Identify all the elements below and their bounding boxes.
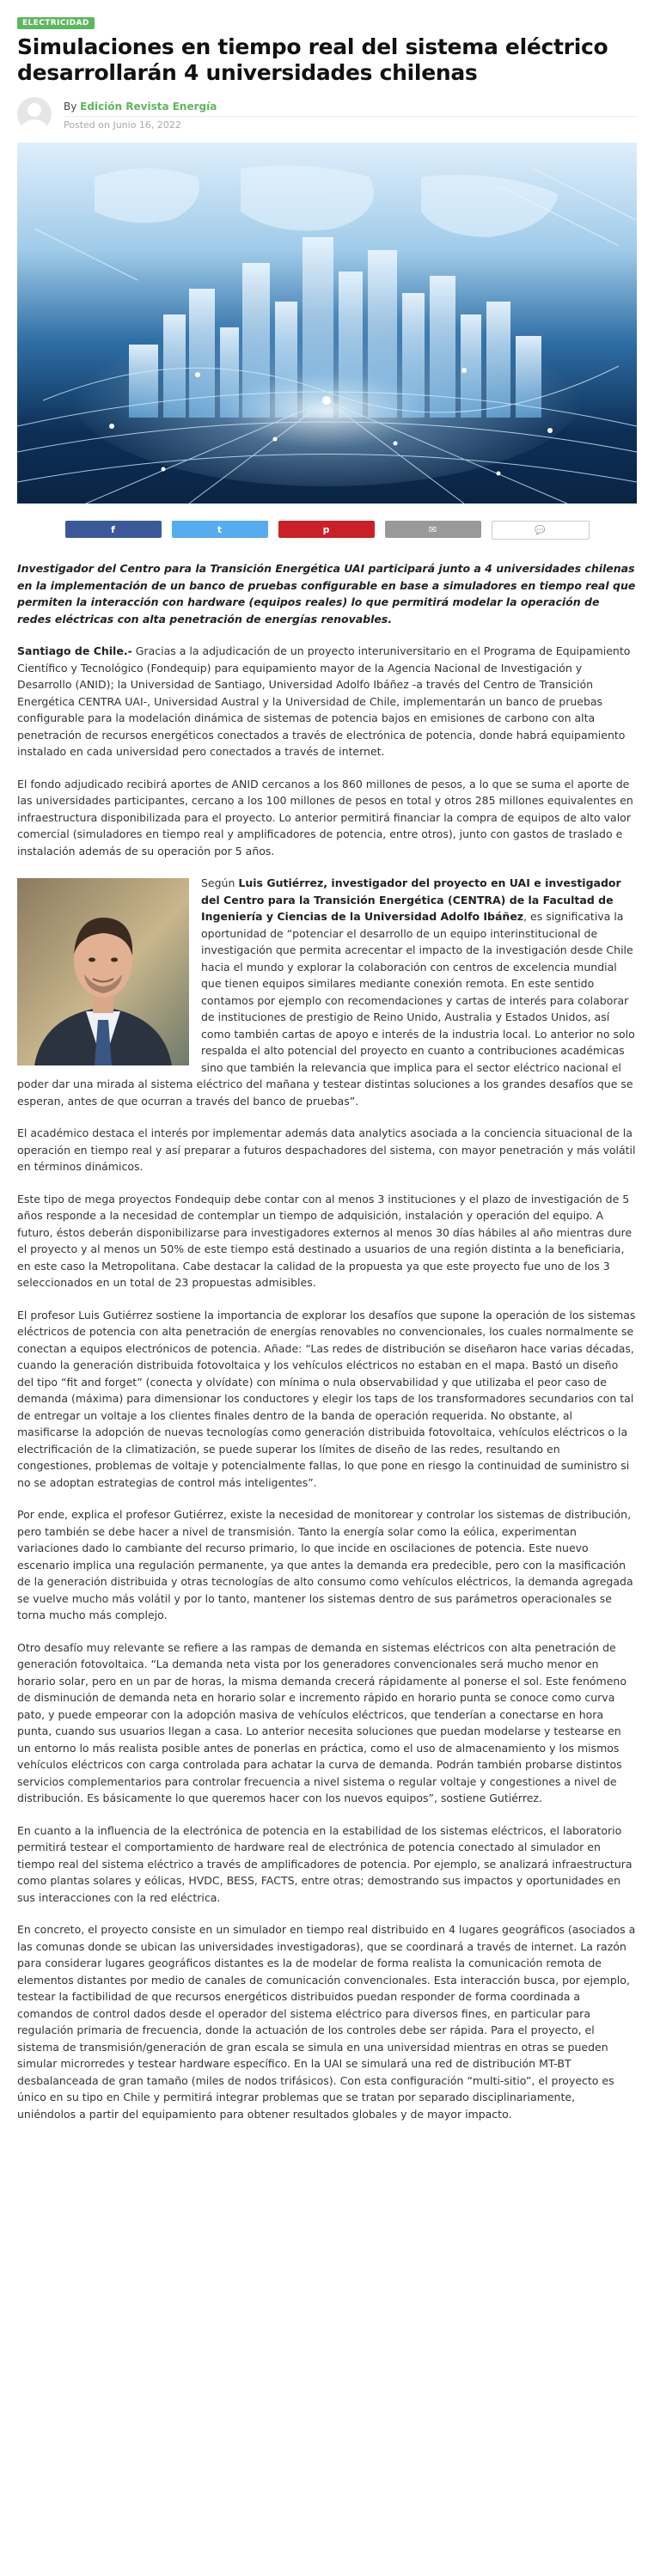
article	[17, 0, 637, 2122]
email-icon: ✉	[428, 523, 437, 535]
article-title: Simulaciones en tiempo real del sistema eléctrico desarrollarán 4 universidades chilenas	[17, 34, 608, 85]
paragraph-2: El fondo adjudicado recibirá aportes de ANID cercanos a los 860 millones de pesos, a lo que se suma el aporte de las universidades participantes, cercano a los 100 millones de pesos en total y otros 285 millones equivalentes en infraestructura disponibilizada para el proyecto. Lo anterior permitirá financiar la compra de equipos de alto valor comercial (simuladores en tiempo real y amplificadores de potencia, entre otros), junto con gastos de traslado e instalación además de su operación por 5 años.	[17, 777, 633, 858]
paragraph-8: Otro desafío muy relevante se refiere a las rampas de demanda en sistemas eléctricos con alta penetración de generación fotovoltaica. “La demanda neta vista por los generadores convencionales será mucho menor en horario solar, pero en un par de horas, la misma demanda crecerá rápidamente al ponerse el sol. Este fenómeno de disminución de demanda neta en horario solar e incremento rápido en horario punta se conoce como curva pato, y puede empeorar con la adopción masiva de vehículos eléctricos, que tenderían a conectarse en hora punta, cuando sus usuarios llegan a casa. Lo anterior necesita soluciones que puedan modelarse y testearse en un entorno lo más realista posible antes de ponerlas en práctica, como el uso de almacenamiento y los mismos vehículos eléctricos con carga controlada para achatar la curva de demanda. Podrán también probarse distintos servicios complementarios para controlar frecuencia a nivel sistema o regular voltaje y congestiones a nivel de distribución. Es básicamente lo que queremos hacer con los nuevos equipos”, sostiene Gutiérrez.	[17, 1640, 626, 1804]
paragraph-1	[17, 643, 637, 760]
facebook-icon: f	[111, 523, 115, 535]
comment-icon: 💬	[535, 525, 546, 535]
smart-city-network-illustration	[17, 143, 637, 504]
comment-button[interactable]	[492, 521, 590, 540]
share-bar	[17, 521, 637, 540]
category-badge[interactable]: ELECTRICIDAD	[17, 17, 95, 29]
paragraph-3-text: , es significativa la oportunidad de “potenciar el desarrollo de un equipo interinstitucional de investigación que permita acrecentar el impacto de la investigación desde Chile hacia el mundo y explorar la colaboración con centros de excelencia mundial que tienen equipos similares mediante conexión remota. En este sentido contamos por ejemplo con recomendaciones y cartas de interés para colaborar de instituciones de prestigio de Reino Unido, Australia y Estados Unidos, así como también cartas de apoyo e interés de la industria local. Lo anterior no solo respalda el alto potencial del proyecto en cuanto a contribuciones académicas sino que también la relevancia que implica para el sector eléctrico nacional el poder dar una mirada al sistema eléctrico del mañana y testear distintas soluciones a los grandes desafíos que se esperan, antes de que ocurran a través del banco de pruebas”.	[17, 910, 635, 1108]
portrait-photo	[17, 878, 189, 1065]
hero-image	[17, 143, 637, 504]
lead-paragraph: Investigador del Centro para la Transición Energética UAI participará junto a 4 universidades chilenas en la implementación de un banco de pruebas configurable en base a simuladores en tiempo real que permiten la interacción con hardware (equipos reales) lo que permitirá modelar la operación de redes eléctricas con alta penetración de energías renovables.	[17, 562, 636, 626]
researcher-portrait	[17, 878, 189, 1065]
paragraph-5: Este tipo de mega proyectos Fondequip debe contar con al menos 3 instituciones y el plazo de investigación de 5 años responde a la necesidad de contemplar un tiempo de adquisición, instalación y operación del equipo. A futuro, éstos deberán disponibilizarse para investigadores externos al menos 30 días hábiles al año mientras dure el proyecto y al menos un 50% de este tiempo está destinado a usuarios de una región distinta a la beneficiaria, en este caso la Metropolitana. Cabe destacar la calidad de la propuesta ya que este proyecto fue uno de los 3 seleccionados en un total de 23 propuestas admisibles.	[17, 1192, 633, 1289]
author-link[interactable]: Edición Revista Energía	[80, 100, 217, 113]
paragraph-9: En cuanto a la influencia de la electrónica de potencia en la estabilidad de los sistemas eléctricos, el laboratorio permitirá testear el comportamiento de hardware real de electrónica de potencia conectado al simulador en tiempo real del sistema eléctrico a través de amplificadores de potencia. Por ejemplo, se analizará infraestructura como plantas solares y eólicas, HVDC, BESS, FACTS, entre otras; demostrando sus impactos y oportunidades en sus interacciones con la red eléctrica.	[17, 1823, 633, 1904]
byline	[17, 95, 637, 134]
twitter-share-button[interactable]	[172, 521, 268, 538]
paragraph-4: El académico destaca el interés por implementar además data analytics asociada a la conciencia situacional de la operación en tiempo real y así preparar a futuros despachadores del sistema, con mayor penetración y más volátil en términos dinámicos.	[17, 1126, 636, 1173]
email-share-button[interactable]	[385, 521, 481, 538]
twitter-icon: t	[217, 523, 223, 535]
paragraph-6: El profesor Luis Gutiérrez sostiene la importancia de explorar los desafíos que supone la operación de los sistemas eléctricos de potencia con alta penetración de energías renovables no convencionales, los cuales normalmente se conectan a equipos electrónicos de potencia. Añade: “Las redes de distribución se diseñaron hace varias décadas, cuando la generación distribuida fotovoltaica y los vehículos eléctricos no estaban en el mapa. Bastó un diseño del tipo “fit and forget” (conecta y olvídate) con mínima o nula observabilidad y que utilizaba el peor caso de demanda (máxima) para dimensionar los conductores y elegir los taps de los transformadores secundarios con tal de entregar un voltaje a los clientes finales dentro de la banda de operación requerida. No obstante, al masificarse la adopción de nuevas tecnologías como generación distribuida fotovoltaica, vehículos eléctricos o la electrificación de la climatización, se puede superar los límites de diseño de las redes, resultando en congestiones, problemas de voltaje y potencialmente fallas, lo que pone en riesgo la continuidad de suministro si no se adoptan estrategias de control más inteligentes”.	[17, 1308, 636, 1489]
pinterest-icon: p	[322, 523, 330, 535]
avatar	[17, 97, 52, 131]
facebook-share-button[interactable]	[65, 521, 162, 538]
byline-prefix: By	[64, 100, 77, 113]
paragraph-7: Por ende, explica el profesor Gutiérrez, existe la necesidad de monitorear y controlar los sistemas de distribución, pero también se debe hacer a nivel de transmisión. Tanto la energía solar como la eólica, experimentan variaciones dado lo cambiante del recurso primario, lo que incide en oscilaciones de potencia. Este nuevo escenario implica una regulación permanente, ya que antes la demanda era predecible, pero con la masificación de la generación distribuida y otras tecnologías de alto consumo como vehículos eléctricos, la demanda agregada se vuelve mucho más volátil y por lo tanto, mantener los sistemas dentro de sus parámetros operacionales se torna mucho más complejo.	[17, 1508, 633, 1621]
pinterest-share-button[interactable]	[278, 521, 375, 538]
post-date: Posted on Junio 16, 2022	[64, 116, 637, 131]
dateline: Santiago de Chile.-	[17, 644, 132, 657]
paragraph-3-intro: Según	[201, 876, 239, 889]
researcher-name: Luis Gutiérrez, investigador del proyecto en UAI e investigador del Centro para la Transición Energética (CENTRA) de la Facultad de Ingeniería y Ciencias de la Universidad Adolfo Ibáñez	[201, 876, 621, 923]
paragraph-1-text: Gracias a la adjudicación de un proyecto interuniversitario en el Programa de Equipamiento Científico y Tecnológico (Fondequip) para equipamiento mayor de la Agencia Nacional de Investigación y Desarrollo (ANID); la Universidad de Santiago, Universidad Adolfo Ibáñez -a través del Centro de Transición Energética CENTRA UAI-, Universidad Austral y la Universidad de Chile, implementarán un banco de pruebas configurable para la modelación dinámica de sistemas de potencia bajos en emisiones de carbono con alta penetración de recursos energéticos conectados a través de electrónica de potencia, donde habrá equipamiento instalado en cada universidad pero conectados a través de internet.	[17, 644, 631, 758]
paragraph-10: En concreto, el proyecto consiste en un simulador en tiempo real distribuido en 4 lugares geográficos (asociados a las comunas donde se ubican las universidades investigadoras), que se coordinará a través de internet. La razón para considerar lugares geográficos distantes es la de modelar de forma realista la comunicación remota de elementos distantes por medio de canales de comunicación convencionales. Esta interacción busca, por ejemplo, testear la factibilidad de que recursos energéticos distribuidos puedan responder de forma coordinada a comandos de control dados desde el operador del sistema eléctrico para diversos fines, en particular para regulación primaria de frecuencia, donde la actuación de los controles debe ser rápida. Para el proyecto, el sistema de transmisión/generación de gran escala se simula en una universidad mientras en otras se pueden simular microrredes y testear hardware específico. En la UAI se simulará una red de distribución MT-BT desbalanceada de gran tamaño (miles de nodos trifásicos). Con esta configuración “multi-sitio”, el proyecto es único en su tipo en Chile y permitirá integrar problemas que se tratan por separado disciplinariamente, uniéndolos a partir del equipamiento para obtener resultados globales y de mayor impacto.	[17, 1923, 636, 2121]
